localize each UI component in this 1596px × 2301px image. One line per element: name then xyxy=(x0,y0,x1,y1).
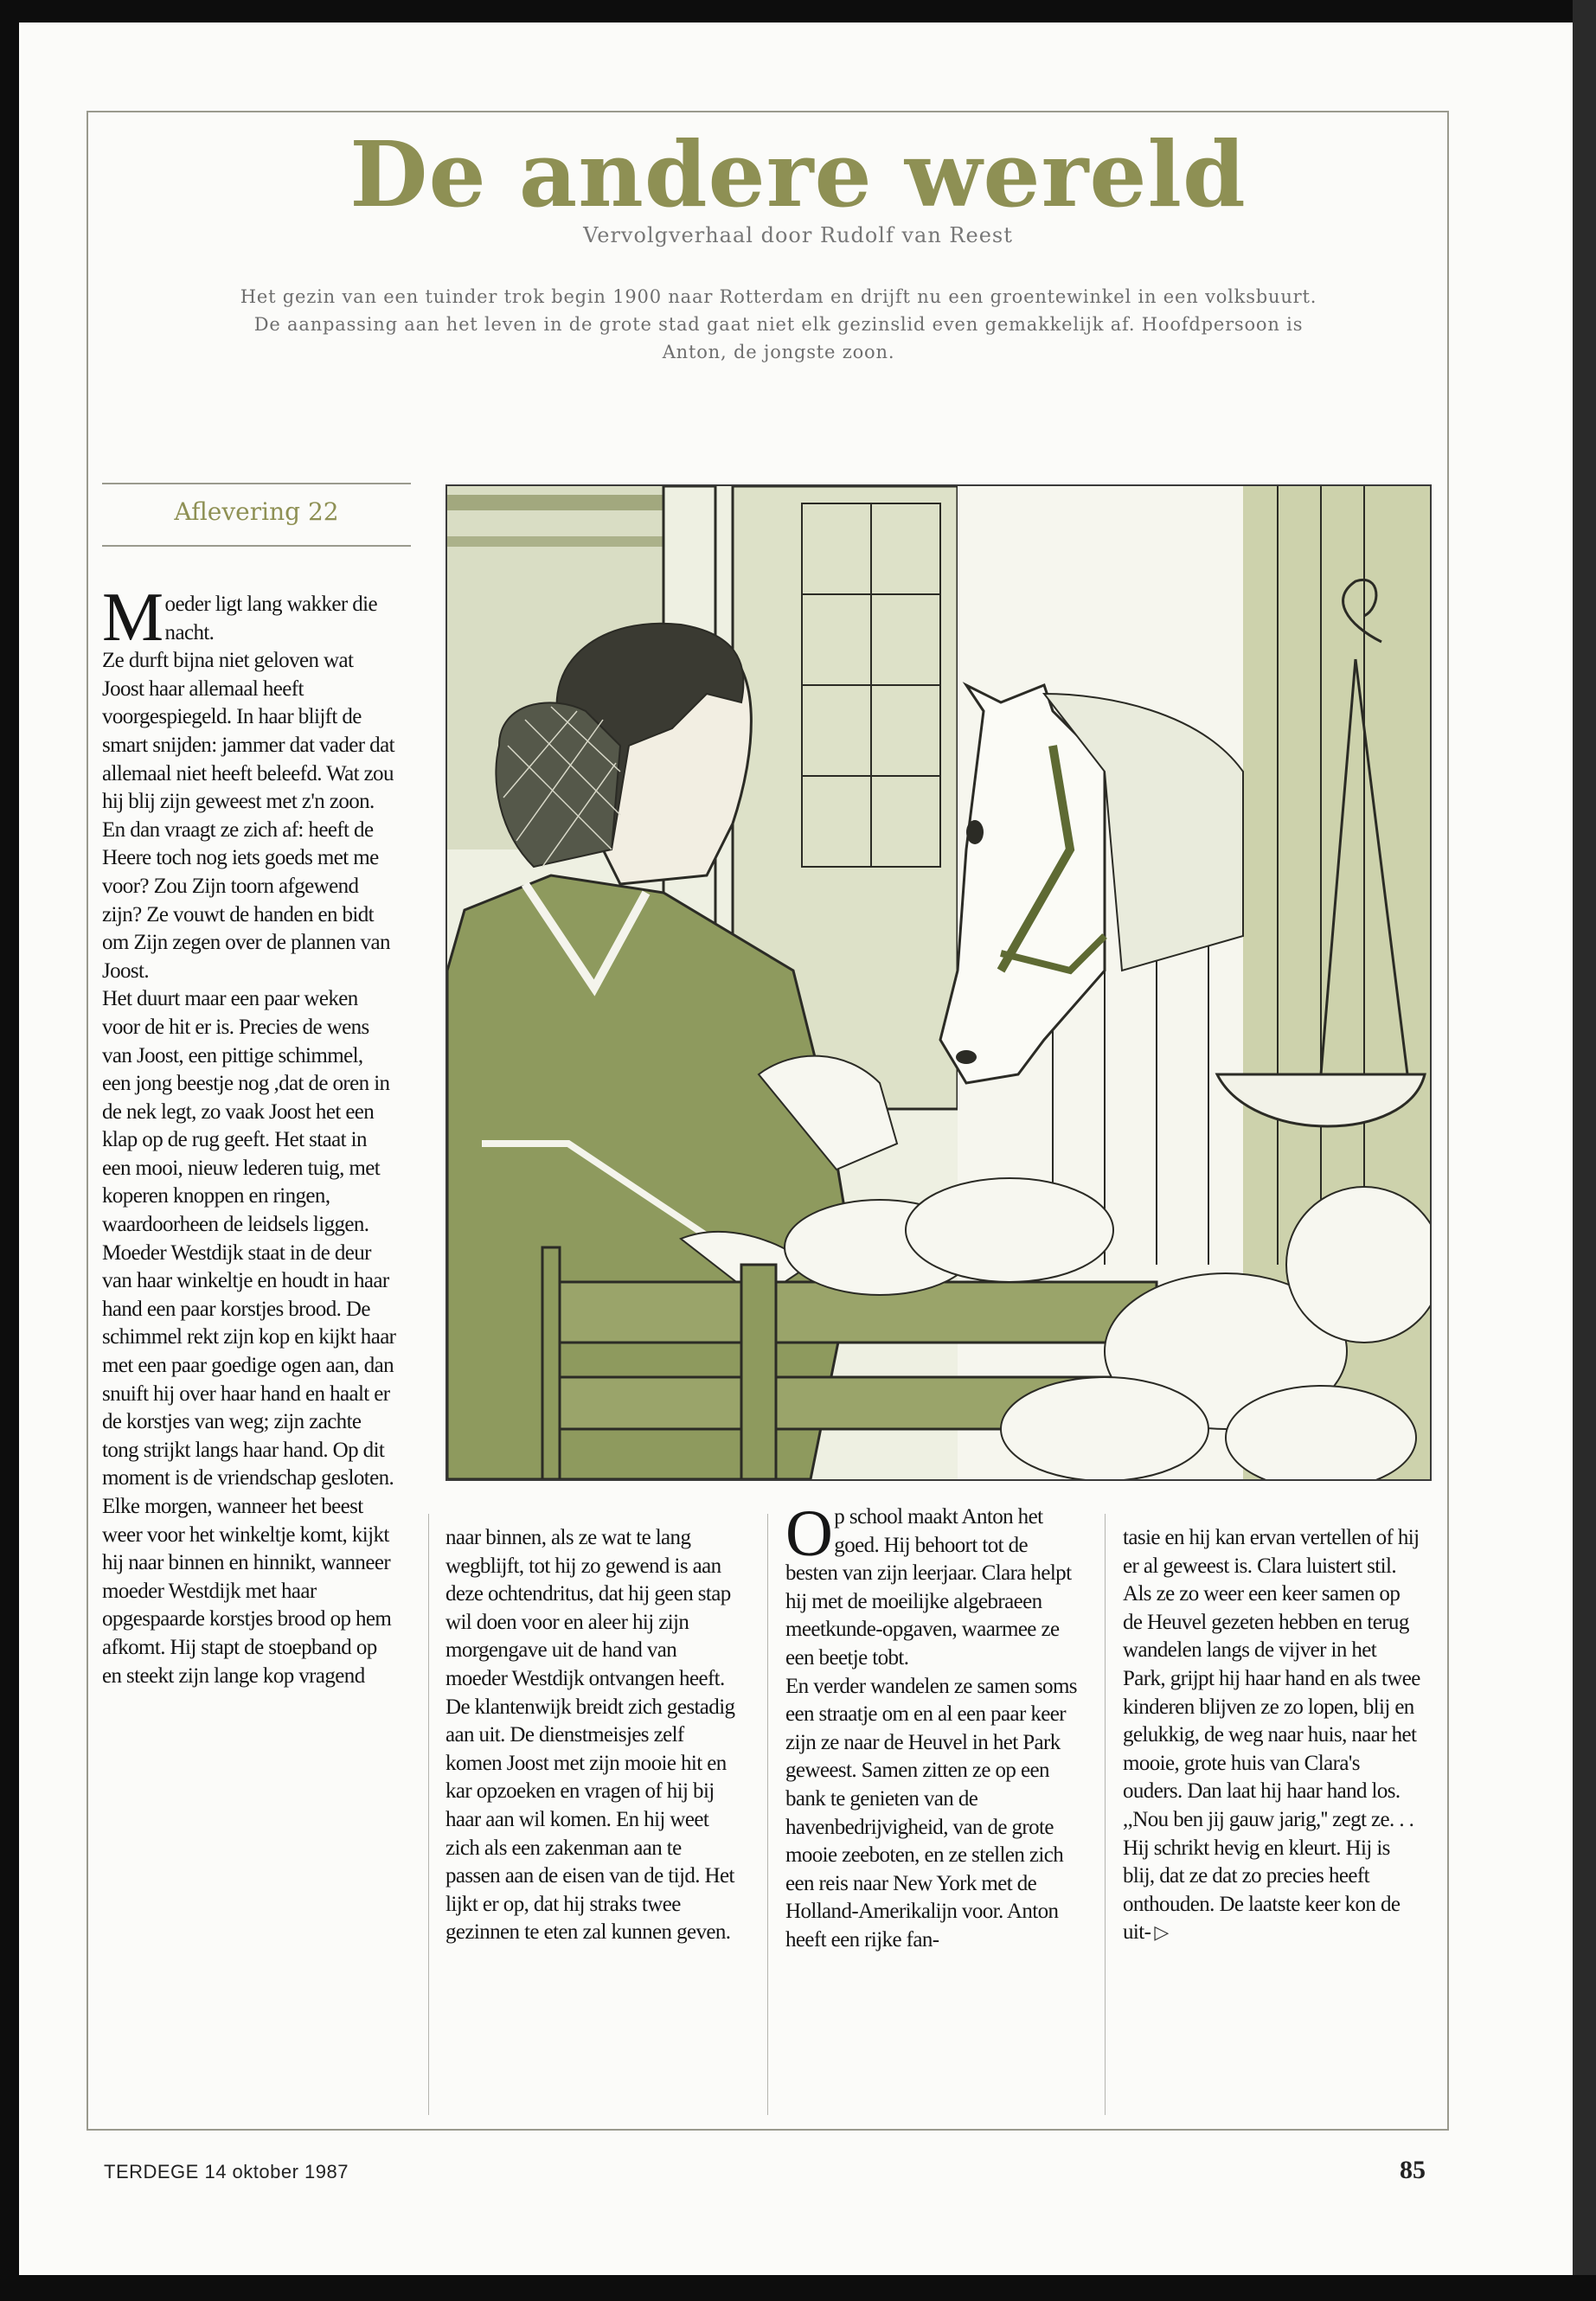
episode-rule-top xyxy=(102,483,411,484)
text-column-3 xyxy=(785,1497,1080,1955)
episode-rule-bottom xyxy=(102,545,411,547)
text-column-1 xyxy=(102,580,396,1690)
paragraph: tasie en hij kan ervan vertellen of hij er al geweest is. Clara luistert stil. Als ze zo weer een keer samen op de Heuvel gezeten hebben en terug wandelen langs de vijver in het Park, grijpt hij haar hand en als twee kinderen blijven ze zo lopen, blij en gelukkig, de weg naar huis, naar het mooie, grote huis van Clara's ouders. Dan laat hij haar hand los. xyxy=(1123,1526,1420,1804)
drop-cap: O xyxy=(785,1497,833,1570)
scan-edge-bottom xyxy=(0,2275,1596,2301)
continue-arrow-icon: ▷ xyxy=(1154,1921,1169,1944)
paragraph: Het duurt maar een paar weken voor de hit er is. Precies de wens van Joost, een pittige schimmel, een jong beestje nog ,dat de oren in de nek legt, zo vaak Joost het een klap op de rug geeft. Het staat in een mooi, nieuw lederen tuig, met koperen knoppen en ringen, waardoorheen de leidsels liggen. xyxy=(102,987,390,1237)
drop-cap: M xyxy=(102,580,163,656)
paragraph: ,,Nou ben jij gauw jarig,'' zegt ze. . . xyxy=(1123,1807,1414,1831)
paragraph: En dan vraagt ze zich af: heeft de Heere toch nog iets goeds met me voor? Zou Zijn toorn afgewend zijn? Ze vouwt de handen en bidt om Zijn zegen over de plannen van Joost. xyxy=(102,817,390,983)
paragraph: En verder wandelen ze samen soms een straatje om en al een paar keer zijn ze naar de Heuvel in het Park geweest. Samen zitten ze op een bank te genieten van de havenbedrijvigheid, van de grote mooie zeeboten, en ze stellen zich een reis naar New York met de Holland-Amerikalijn voor. Anton heeft een rijke fan- xyxy=(785,1674,1077,1952)
story-illustration xyxy=(445,484,1432,1481)
page-number: 85 xyxy=(1400,2156,1426,2184)
wall-beam-2 xyxy=(447,536,663,547)
publication-footer: TERDEGE 14 oktober 1987 xyxy=(104,2161,349,2182)
column-divider-1 xyxy=(428,1514,429,2115)
intro-summary: Het gezin van een tuinder trok begin 1900 naar Rotterdam en drijft nu een groentewinkel in een volksbuurt. De aanpassing aan het leven in de grote stad gaat niet elk gezinslid even gemakkelijk af. Hoofdpersoon is Anton, de jongste zoon. xyxy=(240,286,1317,362)
scan-edge-top xyxy=(0,0,1596,22)
page-title: De andere wereld xyxy=(349,121,1247,228)
column-divider-2 xyxy=(767,1514,768,2115)
illustration-drawing xyxy=(447,486,1430,1479)
episode-label: Aflevering 22 xyxy=(174,497,339,526)
paragraph: Op school maakt Anton het goed. Hij behoort tot de besten van zijn leerjaar. Clara helpt hij met de moeilijke algebraeen meetkunde-opgaven, waarmee ze een beetje tobt. xyxy=(785,1497,1072,1670)
paragraph: De klantenwijk breidt zich gestadig aan uit. De dienstmeisjes zelf komen Joost met zijn mooie hit en kar opzoeken en vragen of hij bij haar aan wil komen. En hij weet zich als een zakenman aan te passen aan de eisen van de tijd. Het lijkt er op, dat hij straks twee gezinnen te eten zal kunnen geven. xyxy=(445,1695,735,1945)
column-divider-3 xyxy=(1105,1514,1106,2115)
paragraph: Moeder Westdijk staat in de deur van haar winkeltje en houdt in haar hand een paar korstjes brood. De schimmel rekt zijn kop en kijkt haar met een paar goedige ogen aan, dan snuift hij over haar hand en haalt er de korstjes van weg; zijn zachte tong strijkt langs haar hand. Op dit moment is de vriendschap gesloten. Elke morgen, wanneer het beest weer voor het winkeltje komt, kijkt hij naar binnen en hinnikt, wanneer moeder Westdijk met haar opgespaarde korstjes brood op hem afkomt. Hij stapt de stoepband op en steekt zijn lange kop vragend xyxy=(102,1240,396,1688)
text-column-2 xyxy=(445,1524,740,1947)
byline: Vervolgverhaal door Rudolf van Reest xyxy=(583,223,1013,247)
text-column-4 xyxy=(1123,1524,1421,1947)
paragraph: Moeder ligt lang wakker die nacht. xyxy=(102,580,377,656)
paragraph: Hij schrikt hevig en kleurt. Hij is blij, dat ze dat zo precies heeft onthouden. De laatste keer kon de uit- ▷ xyxy=(1123,1835,1421,1947)
scan-edge-left xyxy=(0,0,19,2301)
scan-edge-right xyxy=(1573,0,1596,2301)
paragraph: Ze durft bijna niet geloven wat Joost haar allemaal heeft voorgespiegeld. In haar blijft de smart snijden: jammer dat vader dat allemaal niet heeft beleefd. Wat zou hij blij zijn geweest met z'n zoon. xyxy=(102,649,394,814)
wall-beam xyxy=(447,495,663,510)
paragraph: naar binnen, als ze wat te lang wegblijft, tot hij zo gewend is aan deze ochtendritus, dat hij geen stap wil doen voor en aleer hij zijn morgengave uit de hand van moeder Westdijk ontvangen heeft. xyxy=(445,1526,731,1690)
